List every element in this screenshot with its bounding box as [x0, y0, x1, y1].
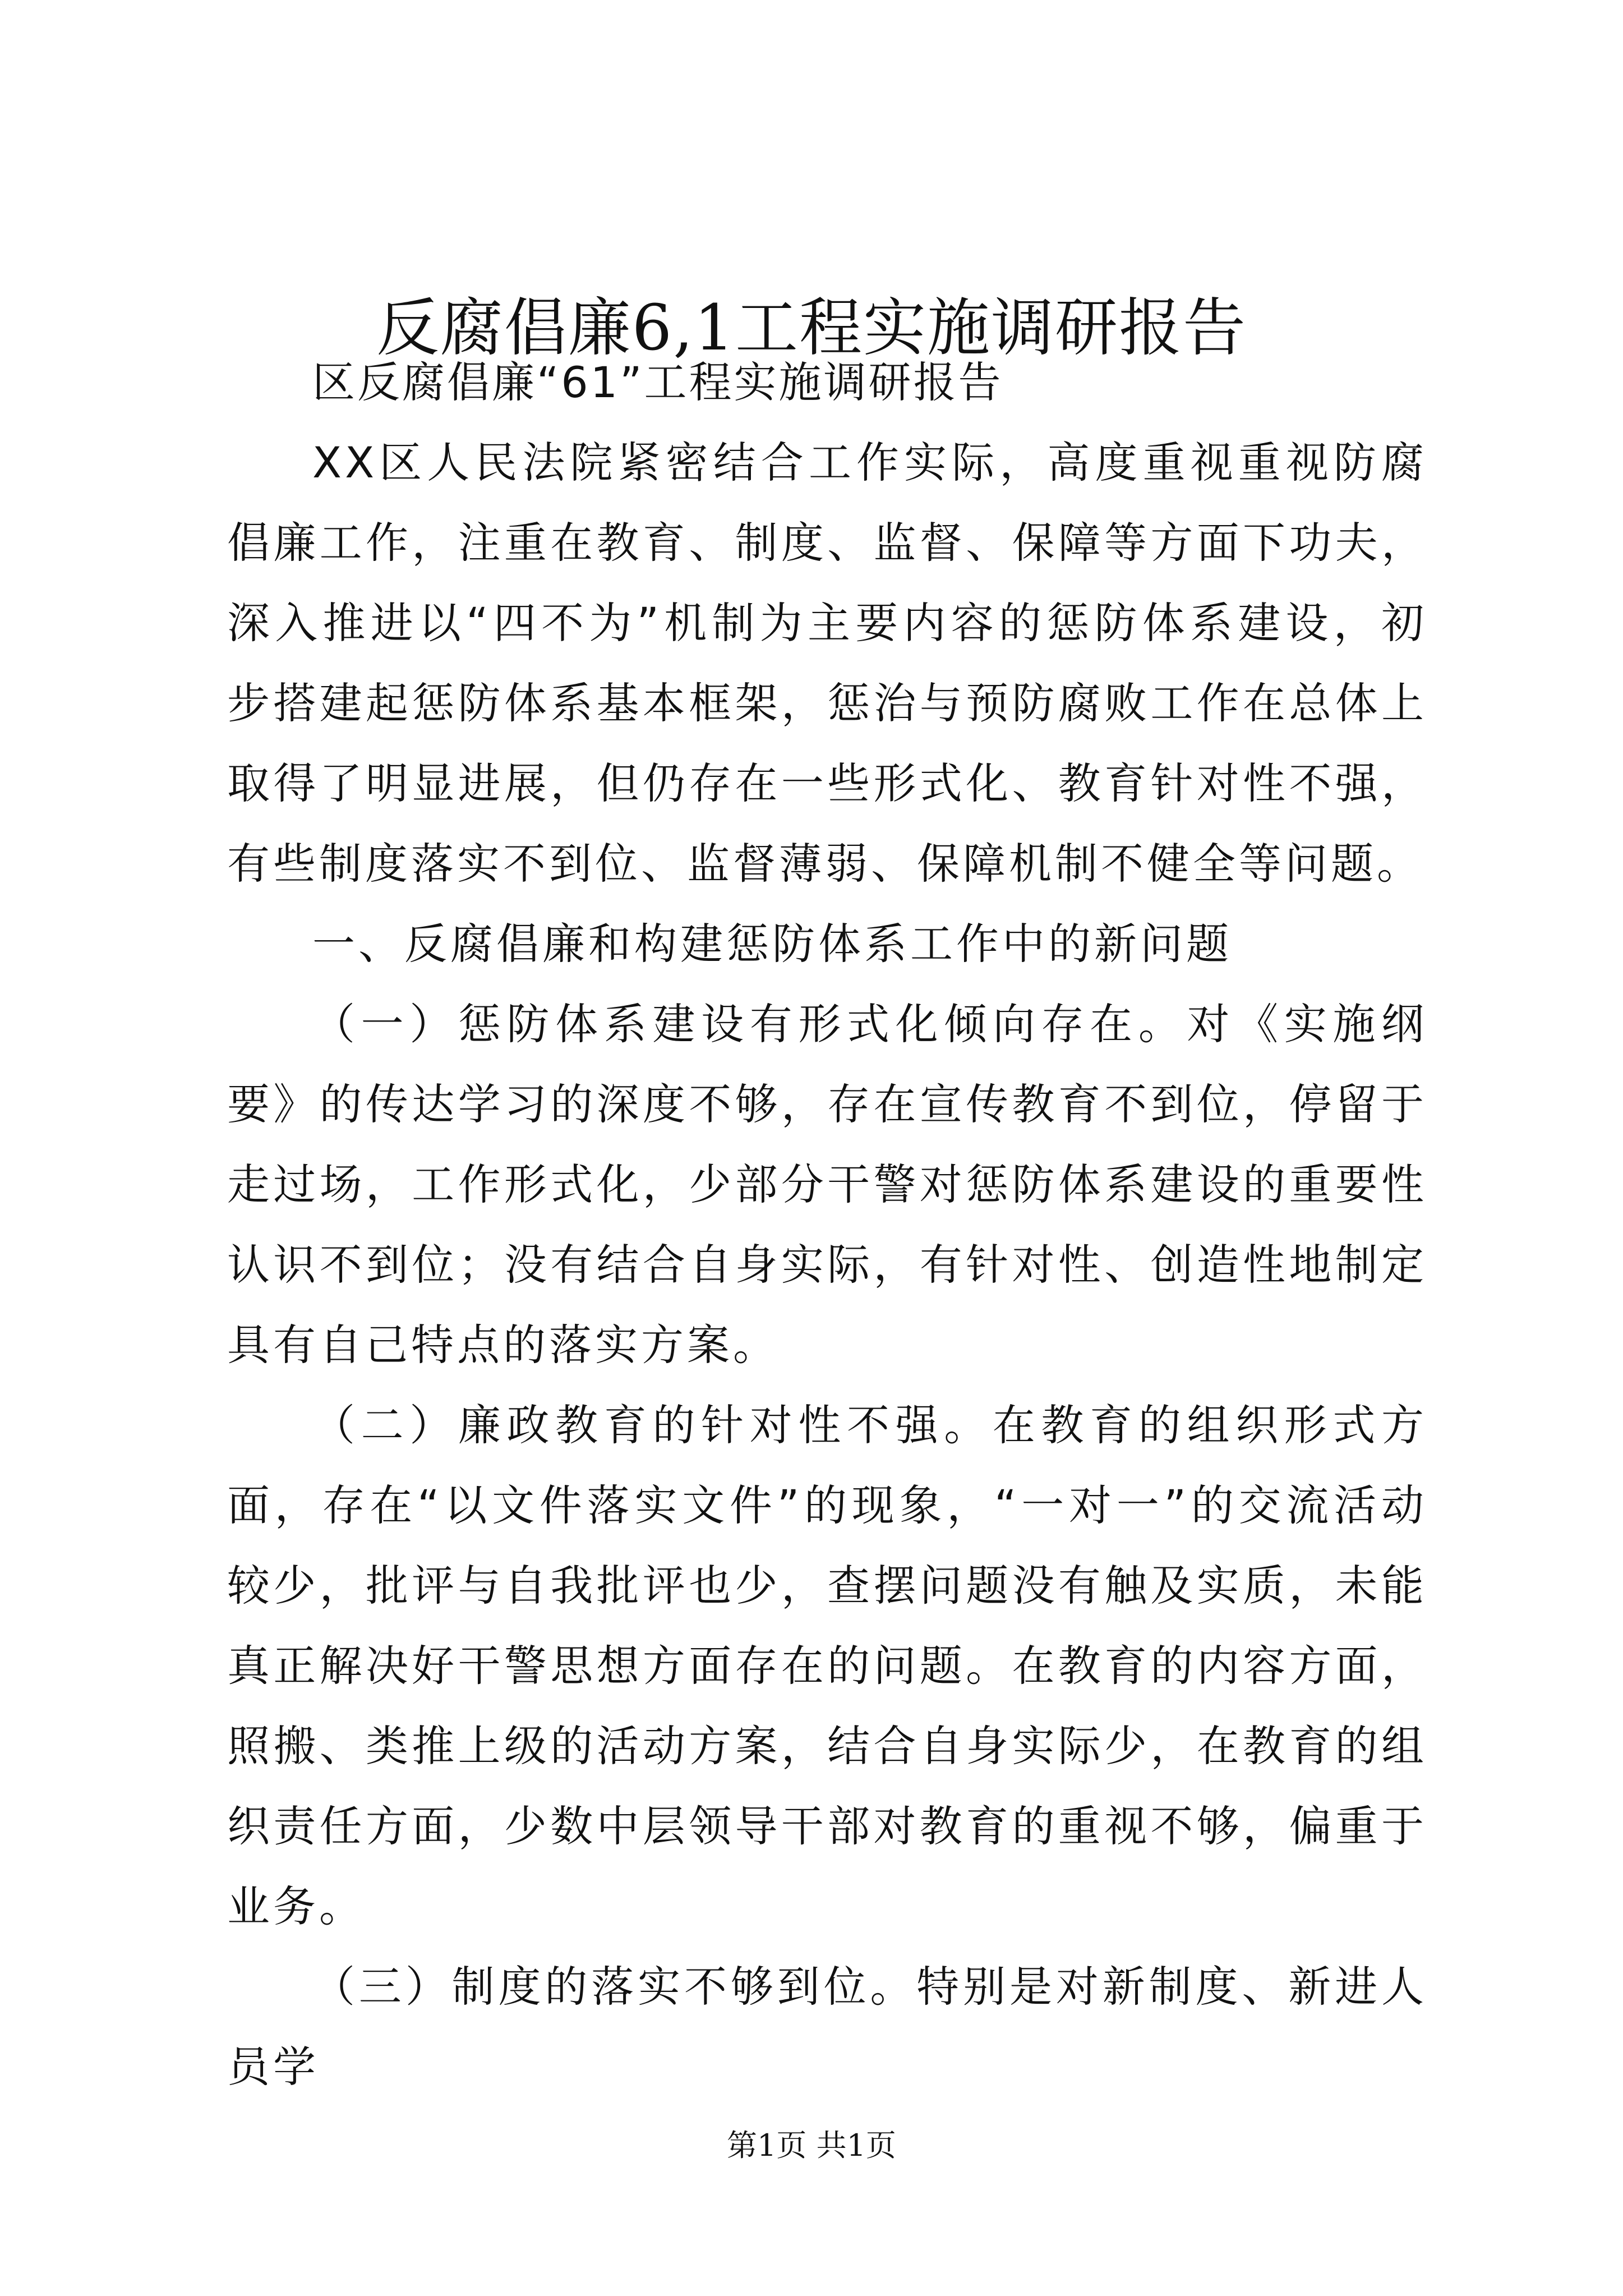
- paragraph-intro: XX区人民法院紧密结合工作实际，高度重视重视防腐倡廉工作，注重在教育、制度、监督、保障等方面下功夫，深入推进以“四不为”机制为主要内容的惩防体系建设，初步搭建起惩防体系基本框架，惩治与预防腐败工作在总体上取得了明显进展，但仍存在一些形式化、教育针对性不强，有些制度落实不到位、监督薄弱、保障机制不健全等问题。: [227, 438, 1427, 889]
- document-body: [227, 342, 1427, 2107]
- paragraph-item-2: （二）廉政教育的针对性不强。在教育的组织形式方面，存在“以文件落实文件”的现象，“一对一”的交流活动较少，批评与自我批评也少，查摆问题没有触及实质，未能真正解决好干警思想方面存在的问题。在教育的内容方面，照搬、类推上级的活动方案，结合自身实际少，在教育的组织责任方面，少数中层领导干部对教育的重视不够，偏重于业务。: [227, 1400, 1427, 1931]
- page-number-footer: 第1页 共1页: [727, 2128, 896, 2163]
- paragraph-item-3: （三）制度的落实不够到位。特别是对新制度、新进人员学: [227, 1962, 1427, 2092]
- document-title: 反腐倡廉6,1工程实施调研报告: [376, 292, 1247, 365]
- document-subtitle: 区反腐倡廉“61”工程实施调研报告: [312, 357, 1003, 407]
- paragraph-item-1: （一）惩防体系建设有形式化倾向存在。对《实施纲要》的传达学习的深度不够，存在宣传教育不到位，停留于走过场，工作形式化，少部分干警对惩防体系建设的重要性认识不到位；没有结合自身实际，有针对性、创造性地制定具有自己特点的落实方案。: [227, 999, 1427, 1370]
- section-heading-1: 一、反腐倡廉和构建惩防体系工作中的新问题: [312, 919, 1232, 969]
